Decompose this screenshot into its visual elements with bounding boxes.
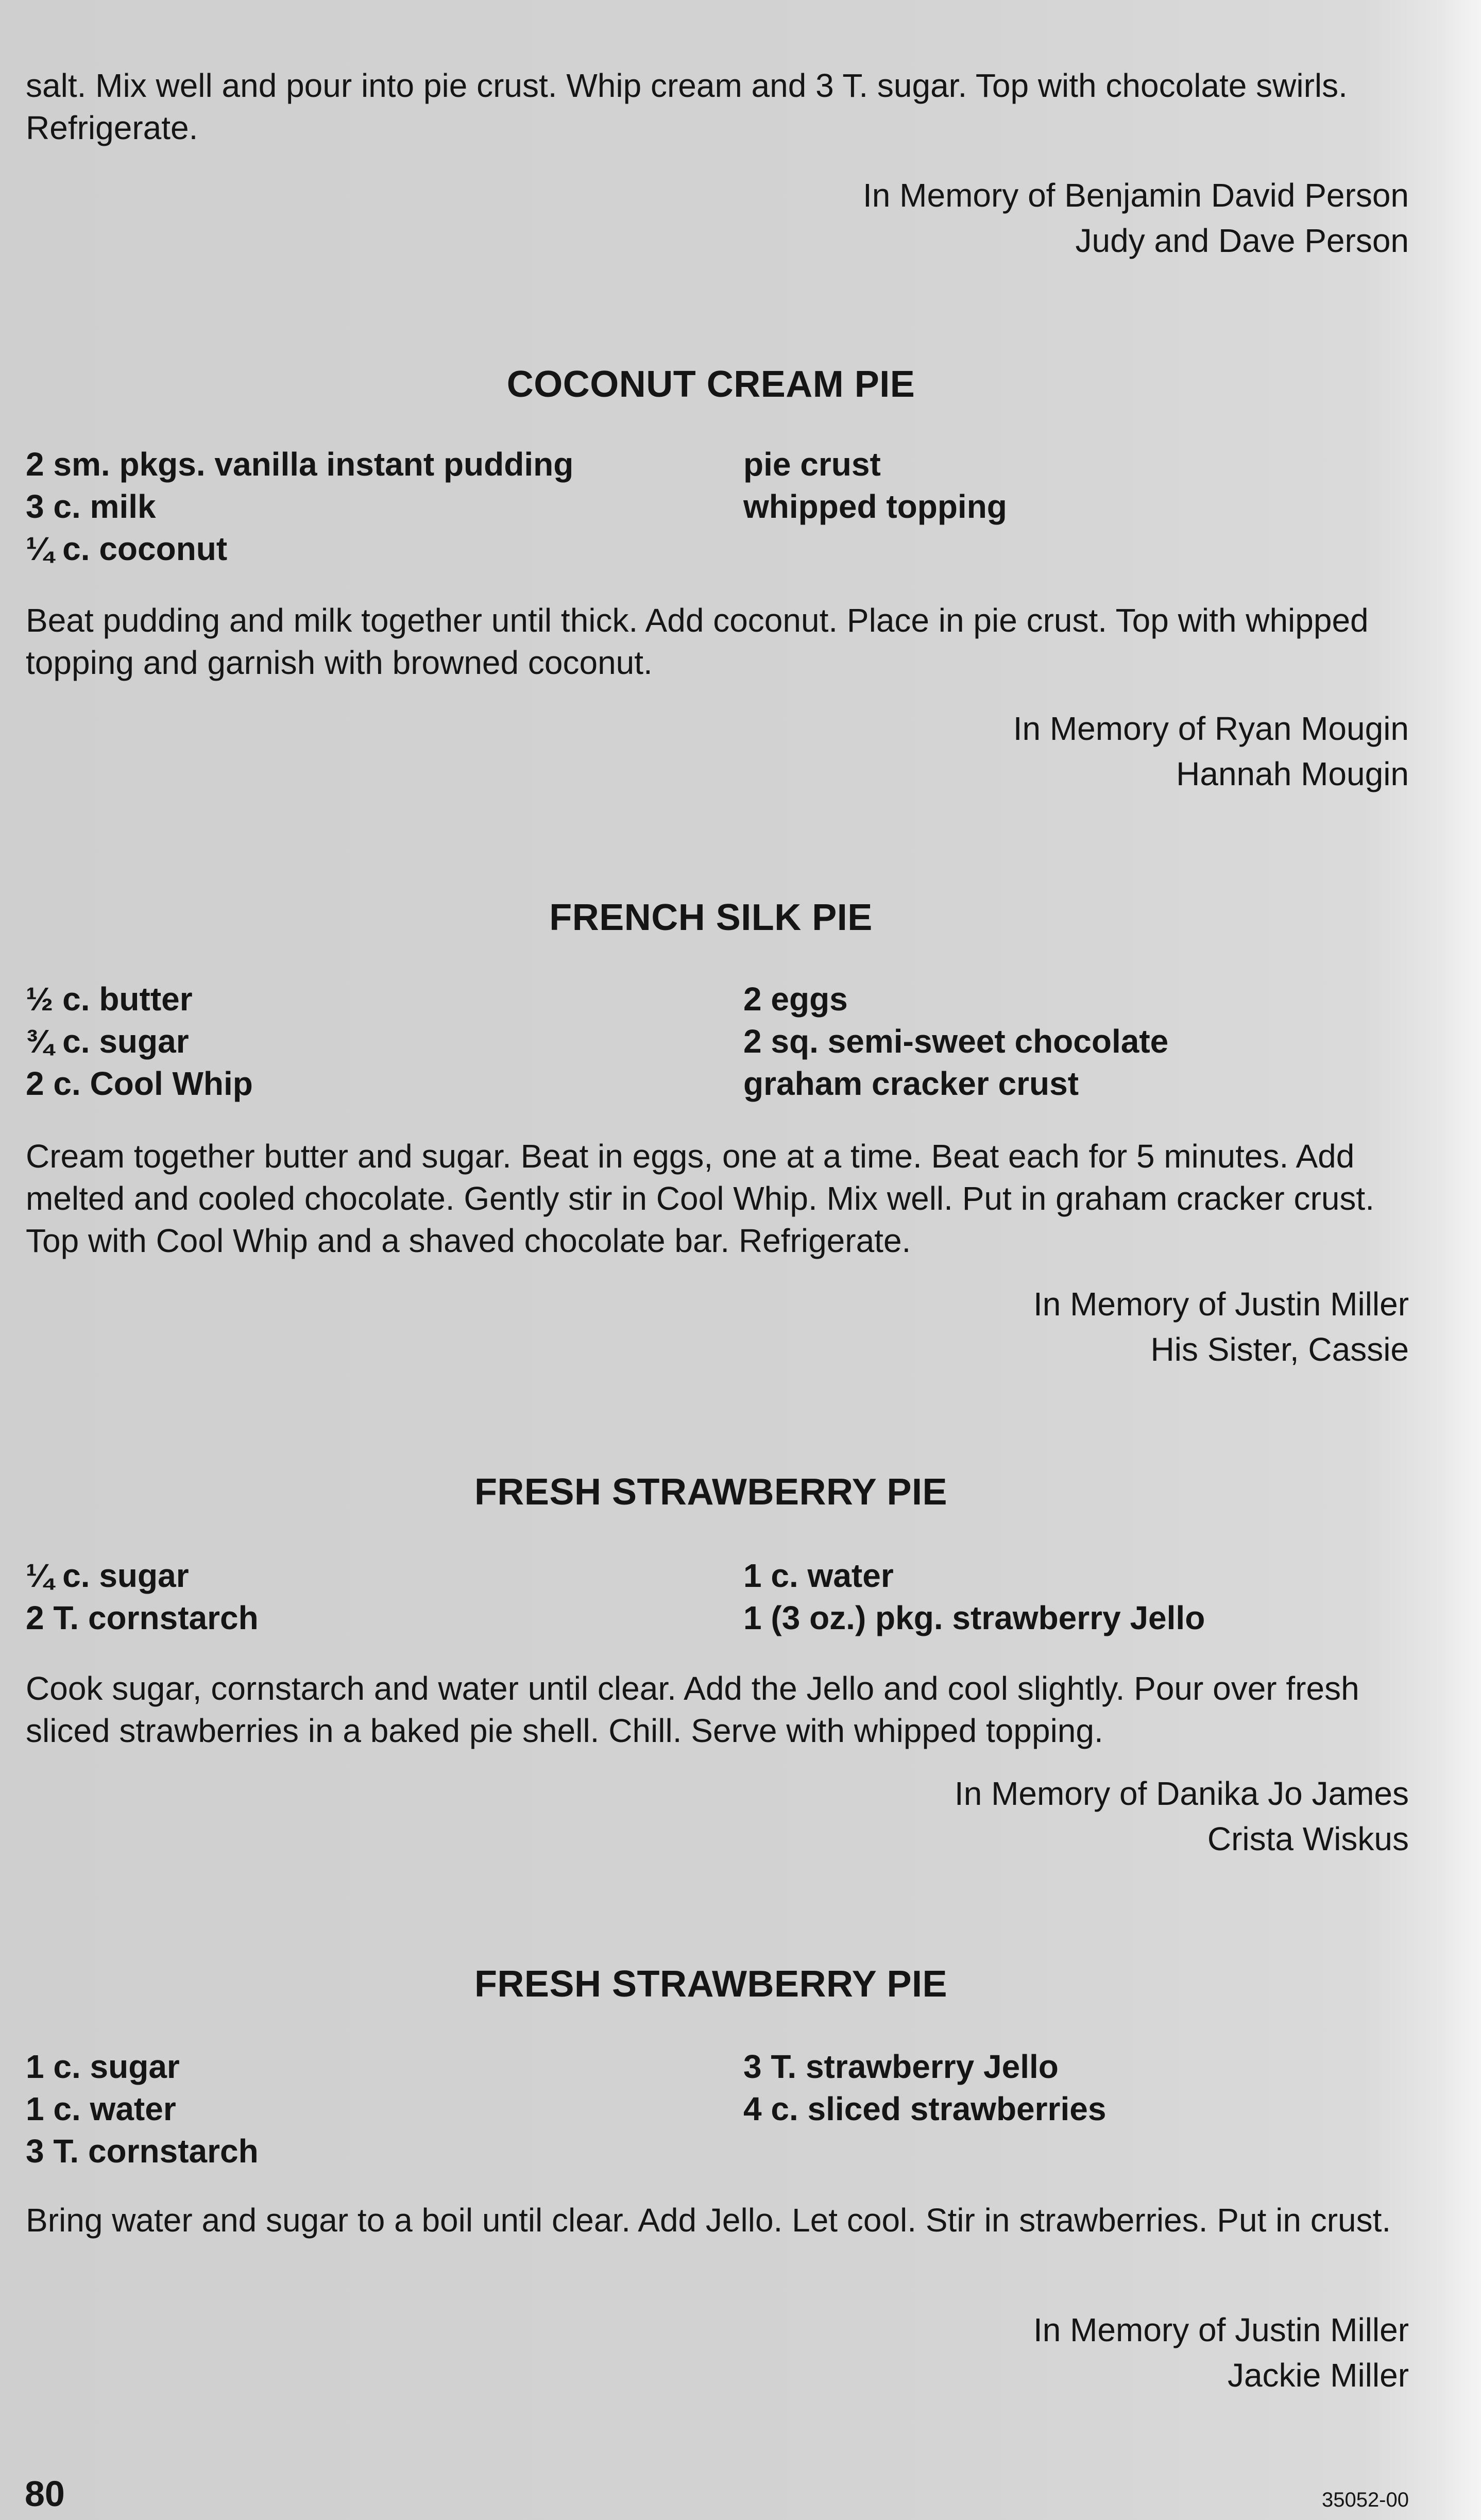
memory-line: In Memory of Danika Jo James xyxy=(954,1775,1409,1812)
ingredient: ¼ c. sugar xyxy=(26,1557,189,1594)
ingredient: graham cracker crust xyxy=(743,1065,1079,1102)
ingredients-right xyxy=(743,443,1007,528)
ingredients-left xyxy=(26,1554,259,1639)
recipe-memory xyxy=(636,2307,1409,2398)
ingredients-right xyxy=(743,2045,1106,2130)
ingredient: 2 T. cornstarch xyxy=(26,1599,259,1636)
recipe-instructions: Cook sugar, cornstarch and water until clear. Add the Jello and cool slightly. Pour over fresh sliced strawberries in a baked pie shell. Chill. Serve with whipped topping. xyxy=(26,1670,1359,1749)
ingredient: 1 (3 oz.) pkg. strawberry Jello xyxy=(743,1599,1205,1636)
ingredient: pie crust xyxy=(743,446,881,483)
recipe-instructions: Cream together butter and sugar. Beat in eggs, one at a time. Beat each for 5 minutes. Add melted and cooled chocolate. Gently stir in Cool Whip. Mix well. Put in graham cracker crust. Top with Cool Whip and a shaved chocolate bar. Refrigerate. xyxy=(26,1138,1374,1259)
ingredient: 3 T. strawberry Jello xyxy=(743,2048,1059,2085)
recipe-instructions: Bring water and sugar to a boil until clear. Add Jello. Let cool. Stir in strawberries. Put in crust. xyxy=(26,2202,1391,2239)
memory-line: His Sister, Cassie xyxy=(1150,1331,1409,1368)
ingredients-right xyxy=(743,1554,1205,1639)
ingredient: 2 c. Cool Whip xyxy=(26,1065,253,1102)
page-edge-shading xyxy=(1440,0,1481,2520)
intro-memory xyxy=(636,173,1409,263)
memory-line: In Memory of Justin Miller xyxy=(1033,1286,1409,1323)
ingredient: 4 c. sliced strawberries xyxy=(743,2090,1107,2127)
ingredient: 2 eggs xyxy=(743,980,848,1018)
memory-line: Judy and Dave Person xyxy=(1075,222,1409,259)
ingredient: ¼ c. coconut xyxy=(26,530,228,567)
ingredients-right xyxy=(743,978,1168,1105)
recipe-memory xyxy=(636,706,1409,797)
ingredient: whipped topping xyxy=(743,488,1007,525)
memory-line: In Memory of Justin Miller xyxy=(1033,2311,1409,2348)
memory-line: Hannah Mougin xyxy=(1176,755,1409,792)
memory-line: Jackie Miller xyxy=(1227,2357,1409,2394)
recipe-title: COCONUT CREAM PIE xyxy=(506,364,915,405)
page-number: 80 xyxy=(25,2474,65,2514)
recipe-title: FRENCH SILK PIE xyxy=(549,897,873,938)
ingredient: ½ c. butter xyxy=(26,980,193,1018)
print-code: 35052-00 xyxy=(1321,2489,1409,2511)
recipe-instructions: Beat pudding and milk together until thick. Add coconut. Place in pie crust. Top with whipped topping and garnish with browned coconut. xyxy=(26,602,1369,681)
memory-line: Crista Wiskus xyxy=(1207,1820,1409,1857)
ingredient: 3 c. milk xyxy=(26,488,156,525)
ingredient: 1 c. water xyxy=(26,2090,176,2127)
ingredient: 2 sq. semi-sweet chocolate xyxy=(743,1023,1169,1060)
memory-line: In Memory of Benjamin David Person xyxy=(863,177,1409,214)
ingredient: 1 c. sugar xyxy=(26,2048,180,2085)
recipe-memory xyxy=(636,1771,1409,1862)
memory-line: In Memory of Ryan Mougin xyxy=(1013,710,1409,747)
ingredient: 2 sm. pkgs. vanilla instant pudding xyxy=(26,446,574,483)
ingredients-left xyxy=(26,443,573,570)
recipe-title: FRESH STRAWBERRY PIE xyxy=(474,1964,948,2005)
intro-text: salt. Mix well and pour into pie crust. Whip cream and 3 T. sugar. Top with chocolate swirls. Refrigerate. xyxy=(26,67,1348,146)
ingredients-left xyxy=(26,978,253,1105)
ingredient: ¾ c. sugar xyxy=(26,1023,189,1060)
ingredient: 3 T. cornstarch xyxy=(26,2133,259,2170)
ingredient: 1 c. water xyxy=(743,1557,894,1594)
recipe-memory xyxy=(636,1281,1409,1372)
ingredients-left xyxy=(26,2045,259,2172)
recipe-title: FRESH STRAWBERRY PIE xyxy=(474,1472,948,1513)
